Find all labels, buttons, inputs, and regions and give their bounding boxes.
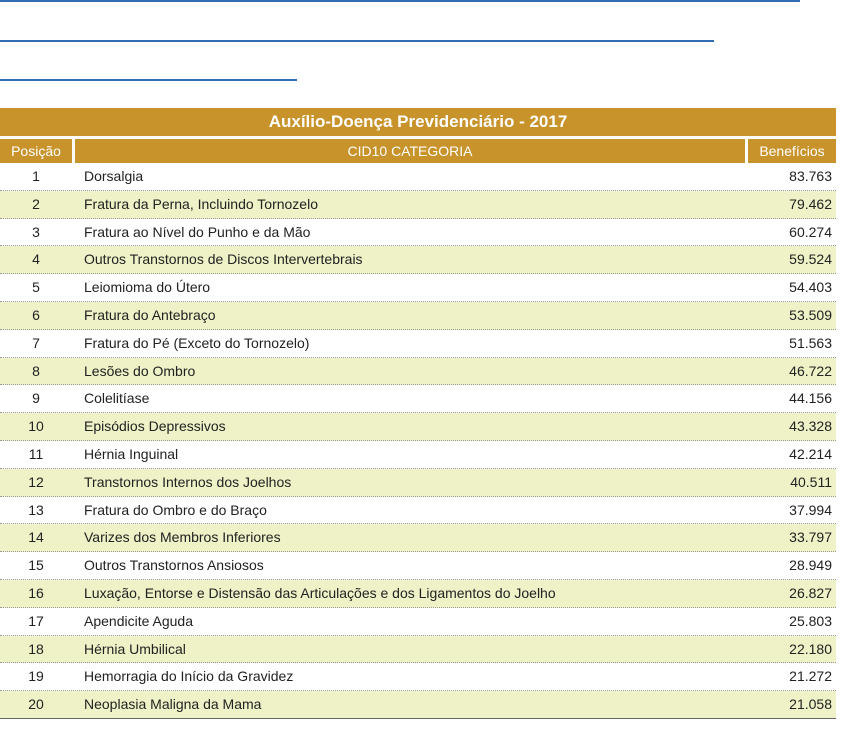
row-category: Hemorragia do Início da Gravidez <box>84 668 294 685</box>
row-category: Dorsalgia <box>84 168 144 184</box>
table-row <box>0 663 836 691</box>
table-row <box>0 246 836 274</box>
row-category: Neoplasia Maligna da Mama <box>84 696 262 713</box>
row-position: 20 <box>28 696 44 713</box>
row-position: 9 <box>32 390 40 407</box>
table-row <box>0 358 836 386</box>
row-position: 19 <box>28 668 44 685</box>
row-category: Hérnia Umbilical <box>84 640 186 657</box>
table-row <box>0 219 836 247</box>
row-benefits: 59.524 <box>789 251 832 268</box>
row-benefits: 79.462 <box>789 195 832 212</box>
row-benefits: 21.058 <box>789 696 832 713</box>
table-row <box>0 385 836 413</box>
row-position: 16 <box>28 584 44 601</box>
row-benefits: 54.403 <box>789 279 832 296</box>
row-position: 12 <box>28 473 44 490</box>
row-category: Colelitíase <box>84 390 150 407</box>
row-category: Fratura do Pé (Exceto do Tornozelo) <box>84 334 310 351</box>
row-category: Fratura do Antebraço <box>84 306 216 323</box>
row-position: 6 <box>32 306 40 323</box>
row-category: Outros Transtornos Ansiosos <box>84 557 264 574</box>
table-row <box>0 691 836 719</box>
ranking-table <box>0 108 836 719</box>
table-row <box>0 469 836 497</box>
row-position: 8 <box>32 362 40 379</box>
header-position: Posição <box>0 139 72 163</box>
row-category: Transtornos Internos dos Joelhos <box>84 473 292 490</box>
row-position: 3 <box>32 223 40 240</box>
row-category: Varizes dos Membros Inferiores <box>84 529 281 546</box>
row-category: Leiomioma do Útero <box>84 279 211 296</box>
table-body <box>0 163 836 719</box>
row-position: 17 <box>28 612 44 629</box>
row-category: Fratura do Ombro e do Braço <box>84 501 267 518</box>
table-row <box>0 413 836 441</box>
table-row <box>0 580 836 608</box>
row-position: 18 <box>28 640 44 657</box>
table-row <box>0 191 836 219</box>
row-benefits: 46.722 <box>789 362 832 379</box>
row-benefits: 33.797 <box>789 529 832 546</box>
row-category: Luxação, Entorse e Distensão das Articulações e dos Ligamentos do Joelho <box>84 584 556 601</box>
link-underline-1[interactable] <box>0 0 800 2</box>
table-row <box>0 302 836 330</box>
row-category: Apendicite Aguda <box>84 612 193 629</box>
row-benefits: 22.180 <box>789 640 832 657</box>
row-category: Fratura da Perna, Incluindo Tornozelo <box>84 195 318 212</box>
table-title: Auxílio-Doença Previdenciário - 2017 <box>0 108 836 136</box>
row-benefits: 44.156 <box>789 390 832 407</box>
row-position: 10 <box>28 418 44 435</box>
header-category: CID10 CATEGORIA <box>75 139 745 163</box>
row-benefits: 53.509 <box>789 306 832 323</box>
row-benefits: 28.949 <box>789 557 832 574</box>
row-benefits: 25.803 <box>789 612 832 629</box>
row-category: Fratura ao Nível do Punho e da Mão <box>84 223 311 240</box>
table-row <box>0 330 836 358</box>
table-row <box>0 274 836 302</box>
row-benefits: 21.272 <box>789 668 832 685</box>
table-row <box>0 441 836 469</box>
row-position: 4 <box>32 251 40 268</box>
row-position: 7 <box>32 334 40 351</box>
link-underline-2[interactable] <box>0 40 714 42</box>
table-row <box>0 608 836 636</box>
row-category: Episódios Depressivos <box>84 418 226 435</box>
row-benefits: 37.994 <box>789 501 832 518</box>
row-category: Outros Transtornos de Discos Intervertebrais <box>84 251 363 268</box>
row-position: 14 <box>28 529 44 546</box>
table-row <box>0 636 836 664</box>
row-benefits: 83.763 <box>789 168 832 184</box>
link-underline-3[interactable] <box>0 79 297 81</box>
row-position: 11 <box>28 445 44 462</box>
row-position: 1 <box>32 168 40 184</box>
row-position: 15 <box>28 557 44 574</box>
table-row <box>0 552 836 580</box>
table-row <box>0 497 836 525</box>
row-position: 13 <box>28 501 44 518</box>
table-row <box>0 163 836 191</box>
row-benefits: 43.328 <box>789 418 832 435</box>
row-benefits: 26.827 <box>789 584 832 601</box>
table-header-row <box>0 139 836 163</box>
table-row <box>0 524 836 552</box>
row-benefits: 42.214 <box>789 445 832 462</box>
header-benefits: Benefícios <box>748 139 836 163</box>
row-benefits: 60.274 <box>789 223 832 240</box>
row-benefits: 40.511 <box>790 473 832 490</box>
row-position: 5 <box>32 279 40 296</box>
row-category: Lesões do Ombro <box>84 362 196 379</box>
row-benefits: 51.563 <box>789 334 832 351</box>
row-category: Hérnia Inguinal <box>84 445 179 462</box>
row-position: 2 <box>32 195 40 212</box>
